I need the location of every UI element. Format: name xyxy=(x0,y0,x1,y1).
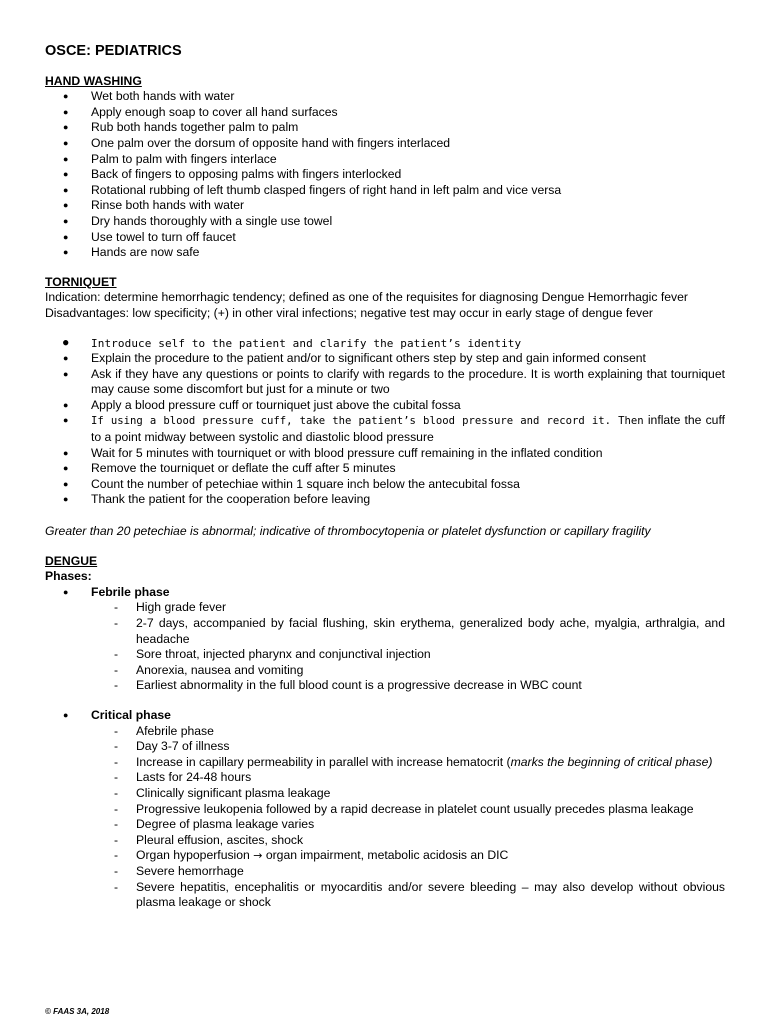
list-item xyxy=(45,413,725,445)
febrile-phase-list xyxy=(45,600,725,694)
step-lead-text: If using a blood pressure cuff, take the patient’s blood pressure and record it. Then xyxy=(91,415,644,428)
item-text: organ impairment, metabolic acidosis an DIC xyxy=(262,848,509,863)
torniquet-disadvantages: Disadvantages: low specificity; (+) in other viral infections; negative test may occur in early stage of dengue fever xyxy=(45,305,653,320)
torniquet-indication: Indication: determine hemorrhagic tendency; defined as one of the requisites for diagnosing Dengue Hemorrhagic fever xyxy=(45,290,688,305)
list-item: - Day 3-7 of illness xyxy=(45,739,725,755)
item-text: Increase in capillary permeability in parallel with increase hematocrit ( xyxy=(136,754,511,769)
petechiae-note: Greater than 20 petechiae is abnormal; indicative of thrombocytopenia or platelet dysfunction or capillary fragility xyxy=(45,524,651,539)
list-item: - Pleural effusion, ascites, shock xyxy=(45,833,725,849)
list-item: ● Apply enough soap to cover all hand surfaces xyxy=(45,105,725,121)
footer-copyright: © FAAS 3A, 2018 xyxy=(45,1007,110,1016)
list-item: ● Dry hands thoroughly with a single use towel xyxy=(45,214,725,230)
list-item: - 2-7 days, accompanied by facial flushing, skin erythema, generalized body ache, myalgia, arthralgia, and headache xyxy=(45,616,725,647)
list-item: ● Back of fingers to opposing palms with fingers interlocked xyxy=(45,167,725,183)
torniquet-steps xyxy=(45,336,725,509)
list-item: ● One palm over the dorsum of opposite hand with fingers interlaced xyxy=(45,136,725,152)
arrow-right-icon: → xyxy=(253,849,263,863)
list-item: ● Wet both hands with water xyxy=(45,89,725,105)
list-item: ● Rotational rubbing of left thumb clasped fingers of right hand in left palm and vice versa xyxy=(45,183,725,199)
phases-label: Phases: xyxy=(45,569,92,584)
list-item: ● Introduce self to the patient and clarify the patient’s identity xyxy=(45,336,725,352)
item-text: Organ hypoperfusion xyxy=(136,848,254,863)
list-item: - Progressive leukopenia followed by a rapid decrease in platelet count usually precedes plasma leakage xyxy=(45,802,725,818)
list-item: ● Apply a blood pressure cuff or tourniquet just above the cubital fossa xyxy=(45,398,725,414)
list-item: ● Rinse both hands with water xyxy=(45,198,725,214)
list-item: - Severe hepatitis, encephalitis or myocarditis and/or severe bleeding – may also develop without obvious plasma leakage or shock xyxy=(45,880,725,911)
hand-washing-heading: HAND WASHING xyxy=(45,73,142,88)
critical-phase-heading: ● Critical phase xyxy=(45,708,725,724)
list-item: ● Rub both hands together palm to palm xyxy=(45,120,725,136)
hand-washing-list xyxy=(45,89,725,261)
document-page xyxy=(45,44,725,911)
critical-phase-list xyxy=(45,724,725,911)
torniquet-heading: TORNIQUET xyxy=(45,274,117,289)
list-item: ● Ask if they have any questions or points to clarify with regards to the procedure. It is worth explaining that tourniquet may cause some discomfort but just for a minute or two xyxy=(45,367,725,398)
list-item: - Afebrile phase xyxy=(45,724,725,740)
page-title: OSCE: PEDIATRICS xyxy=(45,43,182,59)
list-item: - High grade fever xyxy=(45,600,725,616)
list-item: - Degree of plasma leakage varies xyxy=(45,817,725,833)
list-item: - Lasts for 24-48 hours xyxy=(45,770,725,786)
list-item xyxy=(45,755,725,771)
step-rest-text: inflate the cuff to a point midway between systolic and diastolic blood pressure xyxy=(91,413,725,445)
febrile-phase-heading: ● Febrile phase xyxy=(45,585,725,601)
list-item: ● Wait for 5 minutes with tourniquet or with blood pressure cuff remaining in the inflated condition xyxy=(45,446,725,462)
list-item: ● Remove the tourniquet or deflate the cuff after 5 minutes xyxy=(45,461,725,477)
item-italic-text: marks the beginning of critical phase) xyxy=(510,754,713,769)
list-item: ● Hands are now safe xyxy=(45,245,725,261)
dengue-heading: DENGUE xyxy=(45,553,98,568)
list-item: - Earliest abnormality in the full blood count is a progressive decrease in WBC count xyxy=(45,678,725,694)
list-item: - Sore throat, injected pharynx and conjunctival injection xyxy=(45,647,725,663)
list-item: ● Explain the procedure to the patient and/or to significant others step by step and gain informed consent xyxy=(45,351,725,367)
list-item: - Anorexia, nausea and vomiting xyxy=(45,663,725,679)
list-item xyxy=(45,848,725,864)
list-item: ● Thank the patient for the cooperation before leaving xyxy=(45,492,725,508)
list-item: ● Use towel to turn off faucet xyxy=(45,230,725,246)
list-item: - Severe hemorrhage xyxy=(45,864,725,880)
list-item: - Clinically significant plasma leakage xyxy=(45,786,725,802)
list-item: ● Palm to palm with fingers interlace xyxy=(45,152,725,168)
list-item: ● Count the number of petechiae within 1 square inch below the antecubital fossa xyxy=(45,477,725,493)
